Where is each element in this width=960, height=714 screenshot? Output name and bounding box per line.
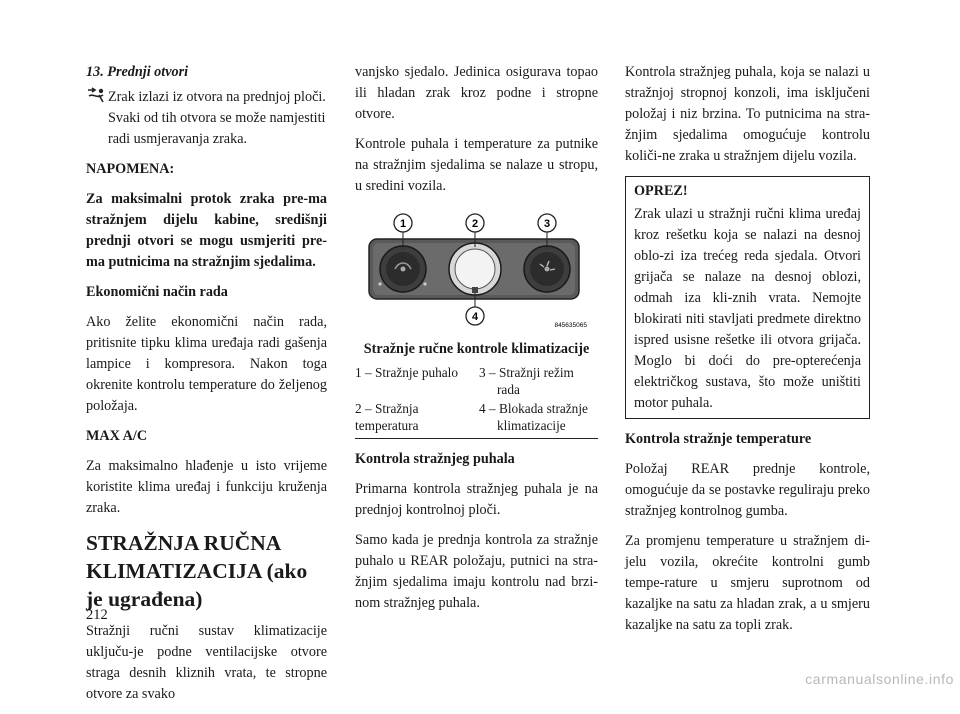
callout-3 xyxy=(538,214,556,232)
legend-item: 4 – Blokada stražnje klimatizacije xyxy=(479,401,588,433)
column-right xyxy=(625,62,870,645)
vent-icon xyxy=(86,87,108,109)
mode-knob xyxy=(524,246,570,292)
warning-title: OPREZ! xyxy=(634,183,688,199)
column-middle xyxy=(355,62,598,623)
temp-text-1: Položaj REAR prednje kontrole, omogućuje da se postavke reguliraju preko stražnjeg kontrolnog gumba. xyxy=(625,461,870,519)
note-label: NAPOMENA: xyxy=(86,161,175,177)
svg-text:3: 3 xyxy=(543,218,551,230)
callout-1 xyxy=(394,214,412,232)
eco-title: Ekonomični način rada xyxy=(86,284,228,300)
section-heading: STRAŽNJA RUČNA KLIMATIZACIJA (ako je ugrađena) xyxy=(86,531,308,611)
note-text: Za maksimalni protok zraka pre-ma stražnjem dijelu kabine, središnji prednji otvori se mogu usmjeriti pre-ma putnicima na stražnjim sjedalima. xyxy=(86,191,327,270)
eco-text: Ako želite ekonomični način rada, pritisnite tipku klima uređaja radi gašenja lampice i kompresora. Nakon toga okrenite kontrolu temperature do željenog položaja. xyxy=(86,314,327,414)
controls-text: Kontrole puhala i temperature za putnike na stražnjim sjedalima se nalaze u stropu, u sredini vozila. xyxy=(355,136,598,194)
section-title: 13. Prednji otvori xyxy=(86,64,189,80)
svg-text:1: 1 xyxy=(399,218,407,230)
legend-item: 2 – Stražnja temperatura xyxy=(355,401,419,433)
callout-4 xyxy=(466,307,484,325)
legend-item: 1 – Stražnje puhalo xyxy=(355,365,459,380)
svg-text:2: 2 xyxy=(471,218,479,230)
blower-text-1: Primarna kontrola stražnjeg puhala je na prednjoj kontrolnoj ploči. xyxy=(355,481,598,518)
temp-title: Kontrola stražnje temperature xyxy=(625,431,812,447)
watermark: carmanualsonline.info xyxy=(805,671,954,687)
temp-text-2: Za promjenu temperature u stražnjem di-jelu vozila, okrećite kontrolni gumb tempe-rature u smjeru suprotnom od kazaljke na satu za hladan zrak, a u smjeru kazaljke na satu za topli zrak. xyxy=(625,533,870,633)
climate-control-figure xyxy=(355,209,598,331)
figure-legend xyxy=(355,364,598,439)
warning-text: Zrak ulazi u stražnji ručni klima uređaj kroz rešetku koja se nalazi na desnoj oblo-zi iza trećeg reda sjedala. Otvori grijača se nalaze na desnoj oblozi, odmah iza kli-znih vrata. Nemojte blokirati niti stavljati predmete direktno ispred usisne rešetke ili otvora grijača. Moglo bi doći do pre-opterećenja električkog sustava, što može uništiti motor puhala. xyxy=(634,206,861,411)
legend-item: 3 – Stražnji režim rada xyxy=(479,365,574,397)
column-left xyxy=(86,62,327,714)
intro-text: Stražnji ručni sustav klimatizacije uključu-je podne ventilacijske otvore straga desnih kliznih vrata, te stropne otvore za svako xyxy=(86,623,327,702)
temperature-knob xyxy=(449,243,501,295)
blower-title: Kontrola stražnjeg puhala xyxy=(355,451,515,467)
page-number: 212 xyxy=(86,607,108,623)
continuation-text: vanjsko sjedalo. Jedinica osigurava topao ili hladan zrak kroz podne i stropne otvore. xyxy=(355,64,598,122)
callout-2 xyxy=(466,214,484,232)
maxac-text: Za maksimalno hlađenje u isto vrijeme koristite klima uređaj i funkciju kruženja zraka. xyxy=(86,458,327,516)
figure-code: 8456350​65 xyxy=(554,322,587,329)
warning-box xyxy=(625,176,870,419)
svg-text:4: 4 xyxy=(471,311,479,323)
vent-bullet xyxy=(86,87,327,150)
blower-intro-text: Kontrola stražnjeg puhala, koja se nalazi u stražnjoj stropnoj konzoli, ima isključeni položaj i niz brzina. To putnicima na stra-žnjim sjedalima omogućuje kontrolu količi-ne zraka u stražnjem dijelu vozila. xyxy=(625,64,870,164)
vent-bullet-text: Zrak izlazi iz otvora na prednjoj ploči. Svaki od tih otvora se može namjestiti radi usmjeravanja zraka. xyxy=(108,89,326,147)
blower-text-2: Samo kada je prednja kontrola za stražnje puhalo u REAR položaju, putnici na stra-žnjim sjedalima imaju kontrolu nad brzi-nom stražnjeg puhala. xyxy=(355,532,598,611)
figure-caption: Stražnje ručne kontrole klimatizacije xyxy=(363,341,590,357)
maxac-title: MAX A/C xyxy=(86,428,148,444)
blower-knob xyxy=(378,246,426,292)
